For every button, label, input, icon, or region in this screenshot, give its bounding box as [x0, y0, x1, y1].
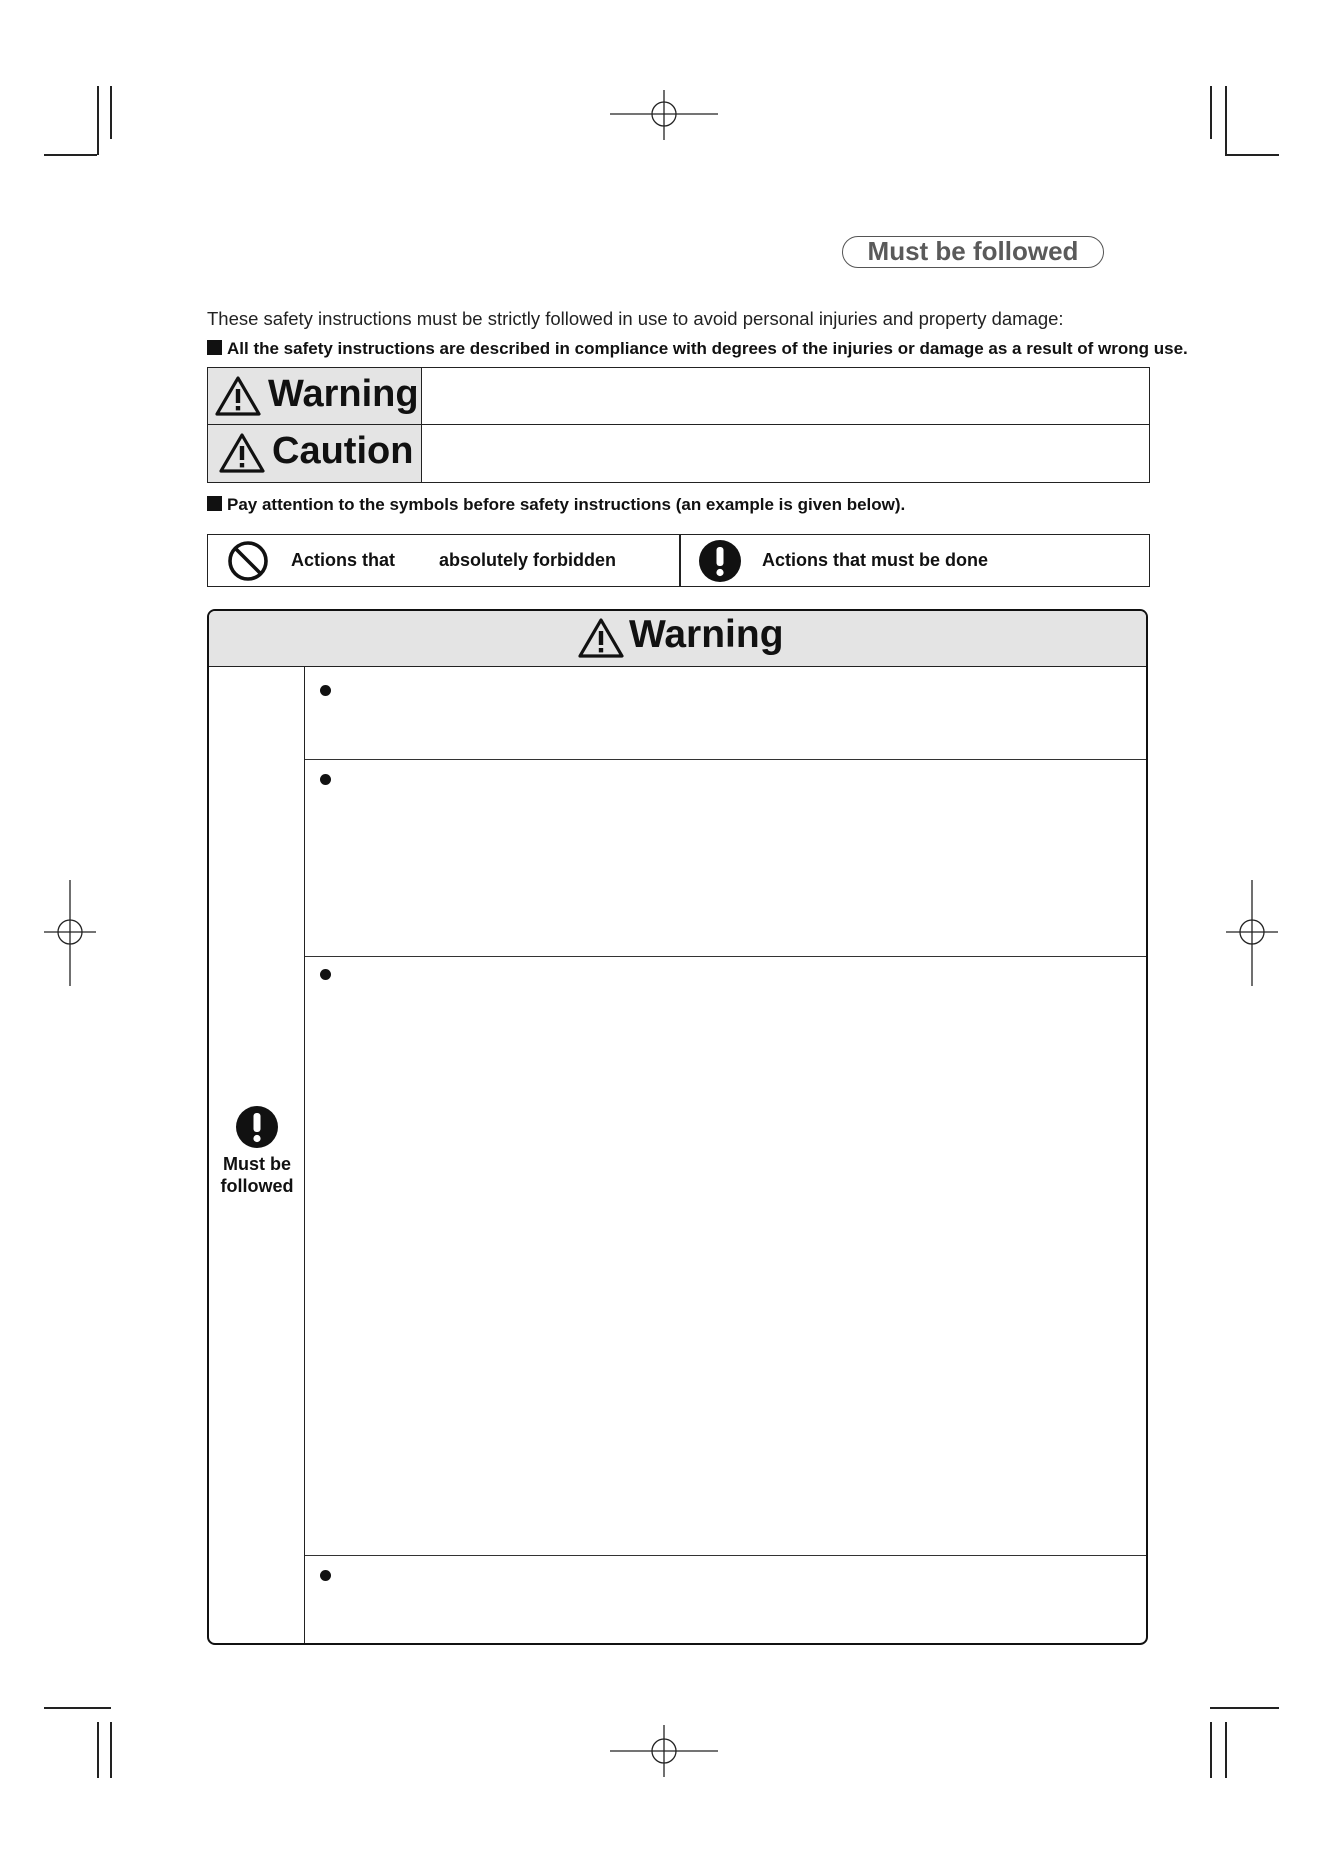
warning-label-text: Warning [268, 373, 419, 415]
severity-heading-text: All the safety instructions are described in compliance with degrees of the injuries or damage as a result of wrong use. [227, 339, 1188, 358]
exclamation-icon [235, 1105, 279, 1149]
intro-text: These safety instructions must be strictly followed in use to avoid personal injuries and property damage: [207, 308, 1064, 329]
prohibited-text-suffix: absolutely forbidden [439, 550, 617, 570]
prohibited-icon [227, 540, 269, 582]
registration-mark-bottom [610, 1725, 718, 1777]
must-be-label: Must be [222, 1154, 291, 1174]
symbol-legend [207, 534, 1150, 587]
warning-item [305, 760, 1146, 957]
severity-label-warning [208, 368, 422, 424]
severity-row-caution [208, 425, 1149, 482]
square-bullet-icon [207, 496, 222, 511]
caution-triangle-icon [218, 432, 266, 474]
bullet-dot-icon [320, 685, 331, 696]
severity-row-warning [208, 368, 1149, 425]
warning-item [305, 667, 1146, 760]
bullet-dot-icon [320, 1570, 331, 1581]
registration-mark-right [1226, 880, 1278, 986]
warning-item [305, 957, 1146, 1556]
must-be-followed-badge: Must be followed [842, 236, 1104, 268]
warning-box-title: Warning [629, 613, 784, 656]
symbols-heading [207, 495, 905, 515]
registration-mark-top [610, 90, 718, 140]
severity-heading [207, 339, 1188, 359]
bullet-dot-icon [320, 774, 331, 785]
severity-label-caution [208, 425, 422, 482]
square-bullet-icon [207, 340, 222, 355]
caution-label-text: Caution [272, 430, 414, 472]
severity-table [207, 367, 1150, 483]
bullet-dot-icon [320, 969, 331, 980]
legend-divider [679, 535, 681, 586]
exclamation-icon [698, 539, 742, 583]
followed-label: followed [220, 1176, 294, 1196]
prohibited-text-prefix: Actions that [291, 550, 396, 570]
warning-item [305, 1556, 1146, 1645]
symbols-heading-text: Pay attention to the symbols before safety instructions (an example is given below). [227, 495, 906, 514]
warning-box-header [209, 611, 1146, 667]
warning-triangle-icon [214, 375, 262, 417]
registration-mark-left [44, 880, 96, 986]
mandatory-text: Actions that must be done [762, 550, 989, 570]
must-be-followed-column [209, 667, 305, 1643]
warning-box [207, 609, 1148, 1645]
warning-triangle-icon [577, 617, 625, 659]
